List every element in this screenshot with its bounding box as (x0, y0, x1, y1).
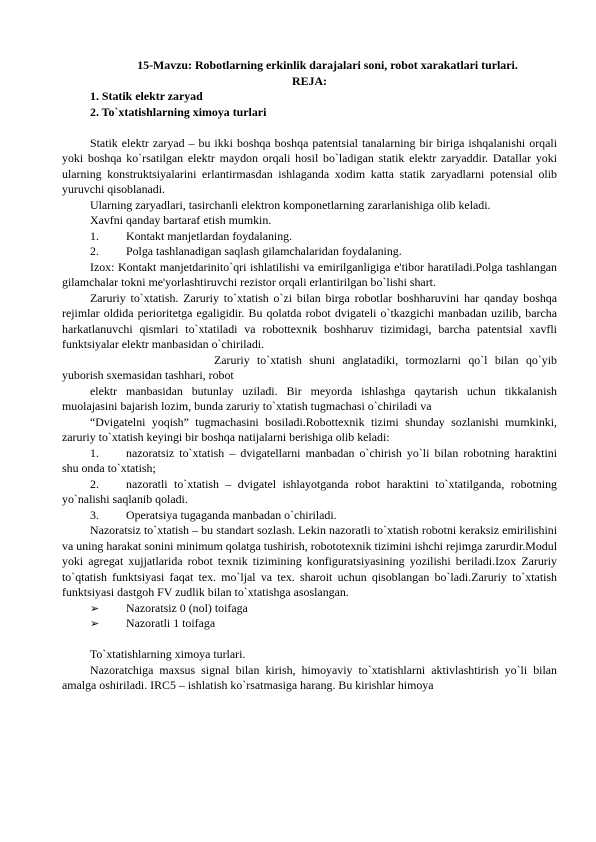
list-item (62, 244, 557, 260)
paragraph-emergency-stop: Zaruriy to`xtatish. Zaruriy to`xtatish o`zi bilan birga robotlar boshharuvini har qanday boshqa rejimlar oldida perioritetga egaligidir. Bu qolatda robot dvigateli o`tkazgichi manbadan uzilib, barcha harkatlanuvchi qismlari to`xtatiladi va robottexnik boshharuv tizimidagi, barcha patentsial xavfli funktsiyalar elektr manbasidan o`chiriladi. (62, 290, 557, 351)
paragraph-brakes-text: Zaruriy to`xtatish shuni anglatadiki, tormozlarni qo`l bilan qo`yib yuborish sxemasidan tashhari, robot (62, 352, 557, 382)
plan-item: 1. Statik elektr zaryad (90, 89, 203, 103)
list-item (62, 446, 557, 477)
paragraph-static-charge: Statik elektr zaryad – bu ikki boshqa boshqa patentsial tanalarning bir biriga ishqalanishi orqali yoki boshqa ko`rsatilgan elektr maydon orqali hosil bo`ladigan statik elektr zaryaddir. Datallar yoki ularning konstruktsiyalarini erlantirmasdan ishlaganda xodim katta statik zaryadlarni potensial olib yuruvchi qisoblanadi. (62, 135, 557, 196)
plan-heading: REJA: (291, 73, 327, 88)
list-number: 1. (90, 228, 99, 243)
bullet-item (62, 601, 557, 617)
list-item (62, 229, 557, 245)
list-number: 2. (90, 476, 99, 491)
paragraph-question: Xavfni qanday bartaraf etish mumkin. (90, 213, 272, 227)
bullet-text: Nazoratsiz 0 (nol) toifaga (126, 600, 248, 615)
spacer (62, 632, 557, 648)
paragraph-note: Izox: Kontakt manjetdarinito`qri ishlatilishi va emirilganligiga e'tibor haratiladi.Polga tashlangan gilamchalar tokni me'yorlashtiruvchi rezistor orqali erlantirilgan bo`lishi shart. (62, 259, 557, 289)
arrow-bullet-icon: ➢ (90, 601, 100, 615)
bullet-item (62, 616, 557, 632)
document-title: 15-Mavzu: Robotlarning erkinlik darajalari soni, robot xarakatlari turlari. (137, 58, 518, 72)
spacer (62, 120, 557, 136)
paragraph-protective-stops: Nazoratchiga maxsus signal bilan kirish, himoyaviy to`xtatishlarni aktivlashtirish yo`li bilan amalga oshiriladi. IRC5 – ishlatish ko`rsatmasiga harang. Bu kirishlar himoya (62, 662, 557, 692)
list-number: 1. (90, 445, 99, 460)
list-number: 3. (90, 507, 99, 522)
list-text: Operatsiya tugaganda manbadan o`chiriladi. (126, 507, 337, 522)
document-page (62, 58, 557, 694)
paragraph-brakes (62, 353, 557, 384)
list-text: Kontakt manjetlardan foydalaning. (126, 228, 293, 243)
list-item (62, 477, 557, 508)
bullet-text: Nazoratli 1 toifaga (126, 616, 216, 630)
list-text: nazoratli to`xtatish – dvigatel ishlayotganda robot haraktini to`xtatilganda, robotning yo`nalishi saqlanib qoladi. (62, 476, 557, 506)
paragraph-consequence: Ularning zaryadlari, tasirchanli elektron komponetlarning zararlanishiga olib keladi. (90, 197, 491, 212)
list-number: 2. (90, 244, 99, 258)
plan-item: 2. To`xtatishlarning ximoya turlari (90, 104, 267, 119)
paragraph-uncontrolled-stop: Nazoratsiz to`xtatish – bu standart sozlash. Lekin nazoratli to`xtatish robotni keraksiz emirilishini va uning harakat sonini minimum qolatga tushirish, robototexnik tizimini ishchi rejimga zarurdir.Modul yoki agregat xujjatlarida robot texnik tizimining konfiguratsiyasining yozilishi beriladi.Izox Zaruriy to`qtatish funktsiyasi faqat tex. mo`ljal va tex. sharoit uchun qisoblangan bo`ladi.Zaruriy to`xtatish funktsiyasi dastgoh FV zudlik bilan to`xtatishga asoslangan. (62, 523, 557, 599)
paragraph-engine-button: “Dvigatelni yoqish” tugmachasini bosiladi.Robottexnik tizimi shunday sozlanishi mumkinki, zaruriy to`xtatish keyingi bir boshqa natijalarni berishiga olib keladi: (62, 414, 557, 444)
list-item (62, 508, 557, 524)
list-text: Polga tashlanadigan saqlash gilamchalaridan foydalaning. (126, 244, 402, 258)
list-text: nazoratsiz to`xtatish – dvigatellarni manbadan o`chirish yo`li bilan robotning haraktini shu onda to`xtatish; (62, 445, 557, 475)
section-heading: To`xtatishlarning ximoya turlari. (90, 647, 246, 661)
arrow-bullet-icon: ➢ (90, 617, 100, 630)
paragraph-power-off: elektr manbasidan butunlay uziladi. Bir meyorda ishlashga qaytarish uchun tikkalanish muolajasini bajarish lozim, bunda zaruriy to`xtatish tugmachasi o`chiriladi va (62, 383, 557, 413)
